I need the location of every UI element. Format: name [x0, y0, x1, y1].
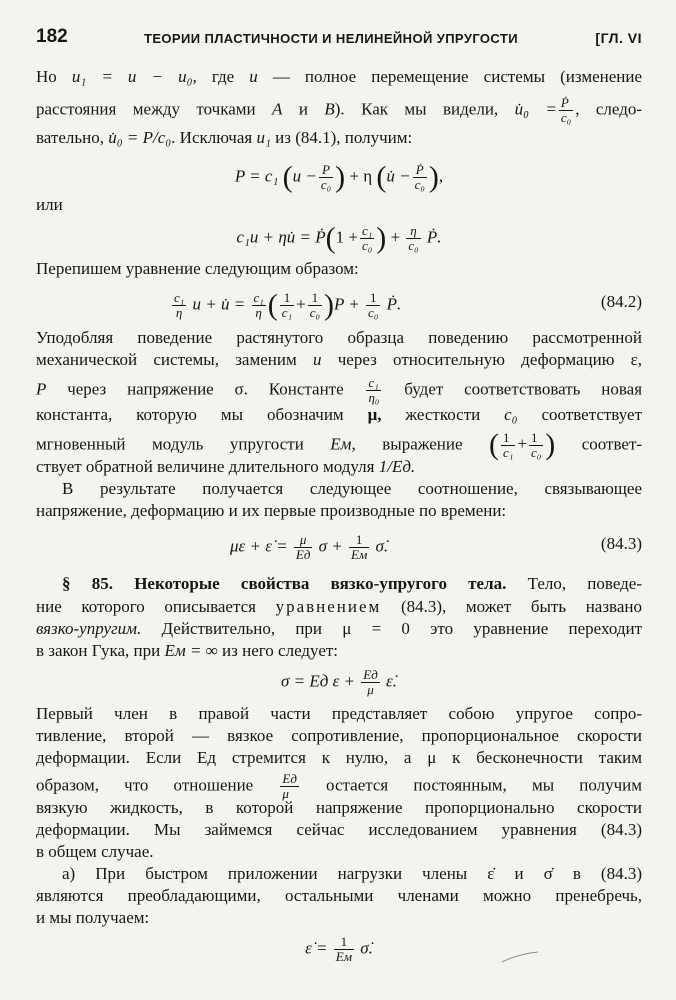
text-line: вязко-упругим. Действительно, при μ = 0 это уравнение переходит: [36, 619, 643, 638]
equation: σ = Eд ε + $\frac{Eд}{\mu}$ ε̇.: [281, 667, 397, 697]
text-line: ние которого описывается уравнением (84.3), может быть названо: [36, 597, 643, 616]
text-line: образом, что отношение $\frac{Eд}{\mu}$ остается постоянным, мы получим: [36, 771, 643, 801]
pencil-mark: [500, 950, 540, 964]
text-line: Но u₁ = u − u₀, где u — полное перемещение системы (изменение: [36, 67, 643, 86]
running-title: ТЕОРИИ ПЛАСТИЧНОСТИ И НЕЛИНЕЙНОЙ УПРУГОСТИ: [144, 31, 518, 46]
text-line: мгновенный модуль упругости Eм, выражение ( $\frac{1}{\text{c₁}}$ + $\frac{1}{\text{c₀}}$ ) соответ-: [36, 428, 643, 462]
text-line: напряжение, деформацию и их первые производные по времени:: [36, 501, 507, 520]
text-line: вательно, u̇₀ = P/c₀. Исключая u₁ из (84.1), получим:: [36, 128, 413, 147]
running-header: [36, 26, 642, 52]
text-line: константа, которую мы обозначим μ, жесткости c₀ соответствует: [36, 405, 642, 424]
equation-number: (84.2): [600, 292, 642, 311]
text-line: являются преобладающими, остальными членами можно пренебречь,: [36, 886, 642, 905]
text-line: механической системы, заменим u через относительную деформацию ε,: [36, 350, 643, 369]
text-line: и мы получаем:: [36, 908, 150, 927]
equation: με + ε̇ = $\frac{\mu}{Eд}$ σ + $\frac{1}{Eм}$ σ̇.: [230, 532, 389, 562]
text-line: ствует обратной величине длительного модуля 1/Eд.: [36, 457, 416, 476]
text-line: В результате получается следующее соотношение, связывающее: [62, 479, 642, 498]
equation-number: (84.3): [600, 534, 642, 553]
section-heading: § 85. Некоторые свойства вязко-упругого тела. Тело, поведе-: [62, 574, 643, 593]
text-line: в общем случае.: [36, 842, 154, 861]
text-line: вязкую жидкость, в которой напряжение пропорционально скорости: [36, 798, 642, 817]
text-line: P через напряжение σ. Константе $\frac{\text{c₁}}{\text{η₀}}$ будет соответствовать новая: [36, 375, 643, 405]
text-line: Первый член в правой части представляет собою упругое сопро-: [36, 704, 642, 723]
fraction: $\frac{\text{Ṗ}}{\text{c₀}}$: [560, 95, 572, 125]
text-line: деформации. Мы займемся сейчас исследованием уравнения (84.3): [36, 820, 642, 839]
equation: P = c₁ (u − $\frac{P}{\text{c₀}}$ ) + η (u̇ − $\frac{\text{Ṗ}}{\text{c₀}}$ ),: [234, 160, 444, 194]
text-line: деформации. Если Eд стремится к нулю, а μ к бесконечности таким: [36, 748, 642, 767]
equation: ε̇ = $\frac{1}{Eм}$ σ̇.: [305, 934, 373, 964]
chapter-label: [ГЛ. VI: [595, 30, 642, 46]
text-line: расстояния между точками A и B). Как мы видели, u̇₀ = $\frac{\text{Ṗ}}{\text{c₀}}$ , следо-: [36, 95, 643, 125]
text-line: в закон Гука, при Eм = ∞ из него следует:: [36, 641, 339, 660]
text-line: тивление, второй — вязкое сопротивление, пропорциональное скорости: [36, 726, 642, 745]
page-number: 182: [36, 26, 68, 47]
text-line: или: [36, 195, 63, 214]
text-line: Перепишем уравнение следующим образом:: [36, 259, 359, 278]
text-line: а) При быстром приложении нагрузки члены ε̇ и σ̇ в (84.3): [62, 864, 642, 883]
text-line: Уподобляя поведение растянутого образца поведению рассмотренной: [36, 328, 642, 347]
equation: c₁u + ηu̇ = Ṗ(1 + $\frac{\text{c₁}}{\text{c₀}}$ ) + $\frac{\eta}{\text{c₀}}$ Ṗ.: [236, 221, 442, 255]
equation: $\frac{\text{c₁}}{\eta}$ u + u̇ = $\frac{\text{c₁}}{\eta}$ ( $\frac{1}{\text{c₁}}$ + $\frac{1}{\text{c₀}}$ )P + $\frac{1}{\text{c₀}}$ Ṗ.: [174, 288, 402, 322]
